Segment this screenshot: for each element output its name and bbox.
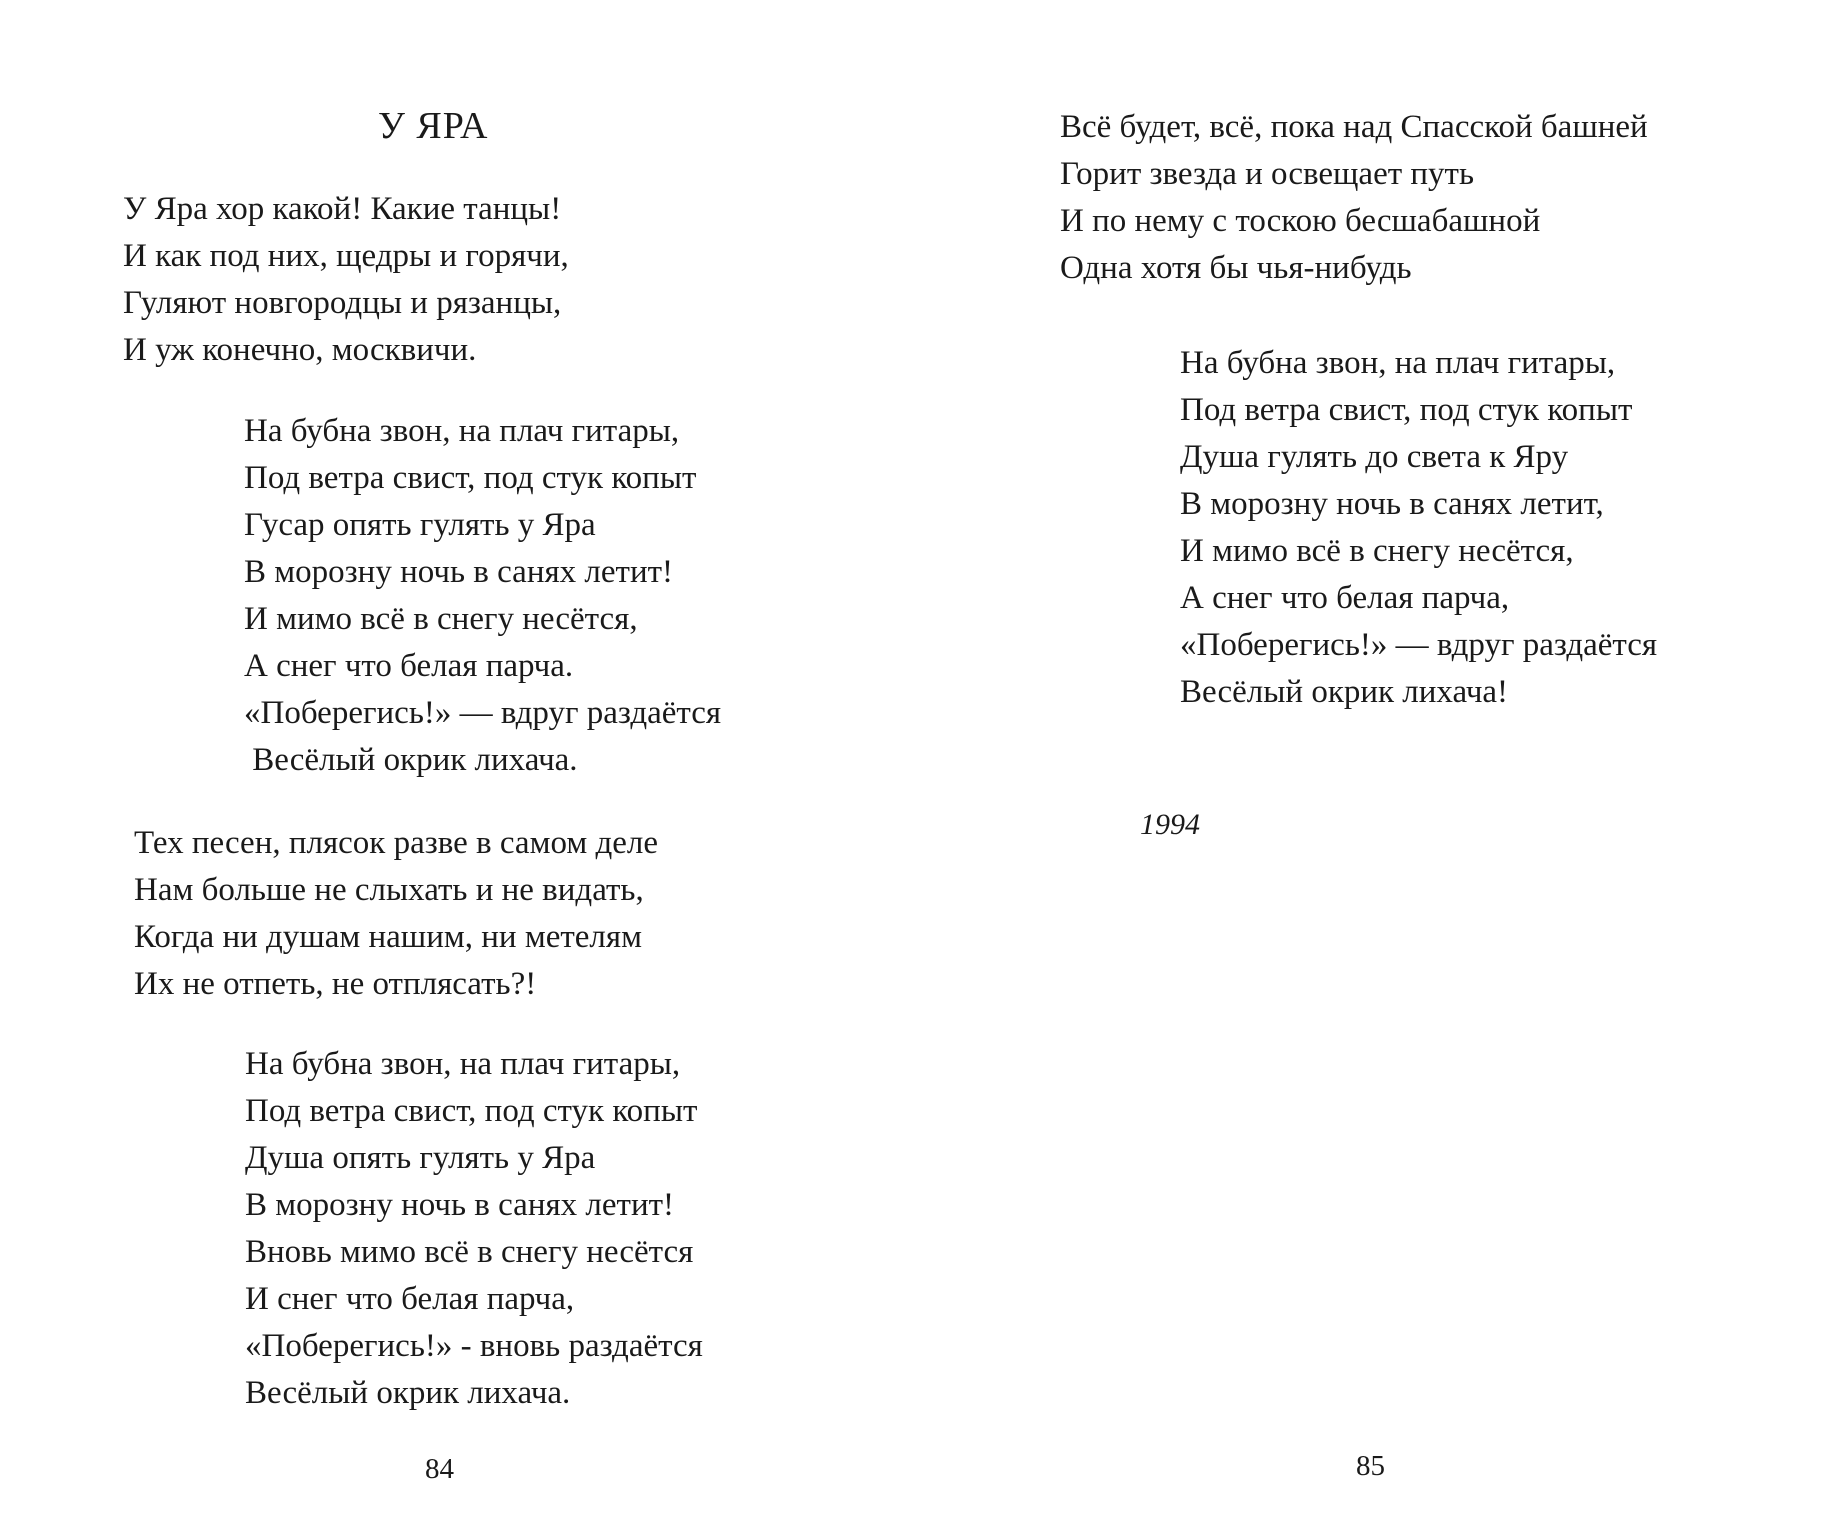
poem-line: А снег что белая парча. (244, 648, 574, 684)
poem-line: Душа опять гулять у Яра (245, 1140, 596, 1176)
page-number: 84 (425, 1453, 454, 1485)
poem-line: Всё будет, всё, пока над Спасской башней (1060, 109, 1648, 145)
poem-line: Вновь мимо всё в снегу несётся (245, 1234, 694, 1270)
poem-line: И снег что белая парча, (245, 1281, 575, 1317)
poem-line: А снег что белая парча, (1180, 580, 1510, 616)
poem-line: Гуляют новгородцы и рязанцы, (123, 285, 562, 321)
poem-line: Нам больше не слыхать и не видать, (134, 872, 644, 908)
poem-line: Горит звезда и освещает путь (1060, 156, 1475, 192)
poem-line: На бубна звон, на плач гитары, (245, 1046, 681, 1082)
poem-date: 1994 (1140, 808, 1200, 841)
poem-line: Весёлый окрик лихача. (244, 742, 578, 778)
stanza-1 (123, 186, 569, 374)
left-page (0, 0, 910, 1534)
stanza-4-refrain (245, 1041, 703, 1417)
poem-line: Душа гулять до света к Яру (1180, 439, 1569, 475)
poem-line: В морозну ночь в санях летит! (245, 1187, 675, 1223)
poem-line: В морозну ночь в санях летит! (244, 554, 674, 590)
poem-line: Под ветра свист, под стук копыт (245, 1093, 698, 1129)
poem-line: И мимо всё в снегу несётся, (1180, 533, 1574, 569)
page-number: 85 (1356, 1450, 1385, 1482)
poem-line: Тех песен, плясок разве в самом деле (134, 825, 659, 861)
poem-line: На бубна звон, на плач гитары, (1180, 345, 1616, 381)
poem-line: В морозну ночь в санях летит, (1180, 486, 1604, 522)
stanza-5 (1060, 104, 1648, 292)
poem-line: На бубна звон, на плач гитары, (244, 413, 680, 449)
poem-line: Под ветра свист, под стук копыт (244, 460, 697, 496)
poem-line: Гусар опять гулять у Яра (244, 507, 596, 543)
right-page (910, 0, 1821, 1534)
stanza-2-refrain (244, 408, 721, 784)
poem-title: У ЯРА (378, 105, 489, 147)
poem-line: «Поберегись!» — вдруг раздаётся (1180, 627, 1658, 663)
poem-line: Под ветра свист, под стук копыт (1180, 392, 1633, 428)
poem-line: Одна хотя бы чья-нибудь (1060, 250, 1412, 286)
poem-line: Весёлый окрик лихача. (245, 1375, 571, 1411)
poem-line: И как под них, щедры и горячи, (123, 238, 569, 274)
poem-line: «Поберегись!» - вновь раздаётся (245, 1328, 703, 1364)
poem-line: «Поберегись!» — вдруг раздаётся (244, 695, 722, 731)
poem-line: У Яра хор какой! Какие танцы! (123, 191, 562, 227)
stanza-6-refrain (1180, 340, 1657, 716)
poem-line: Когда ни душам нашим, ни метелям (134, 919, 642, 955)
poem-line: Их не отпеть, не отплясать?! (134, 966, 537, 1002)
poem-line: Весёлый окрик лихача! (1180, 674, 1509, 710)
poem-line: И уж конечно, москвичи. (123, 332, 477, 368)
stanza-3 (134, 820, 658, 1008)
poem-line: И мимо всё в снегу несётся, (244, 601, 638, 637)
poem-line: И по нему с тоскою бесшабашной (1060, 203, 1541, 239)
